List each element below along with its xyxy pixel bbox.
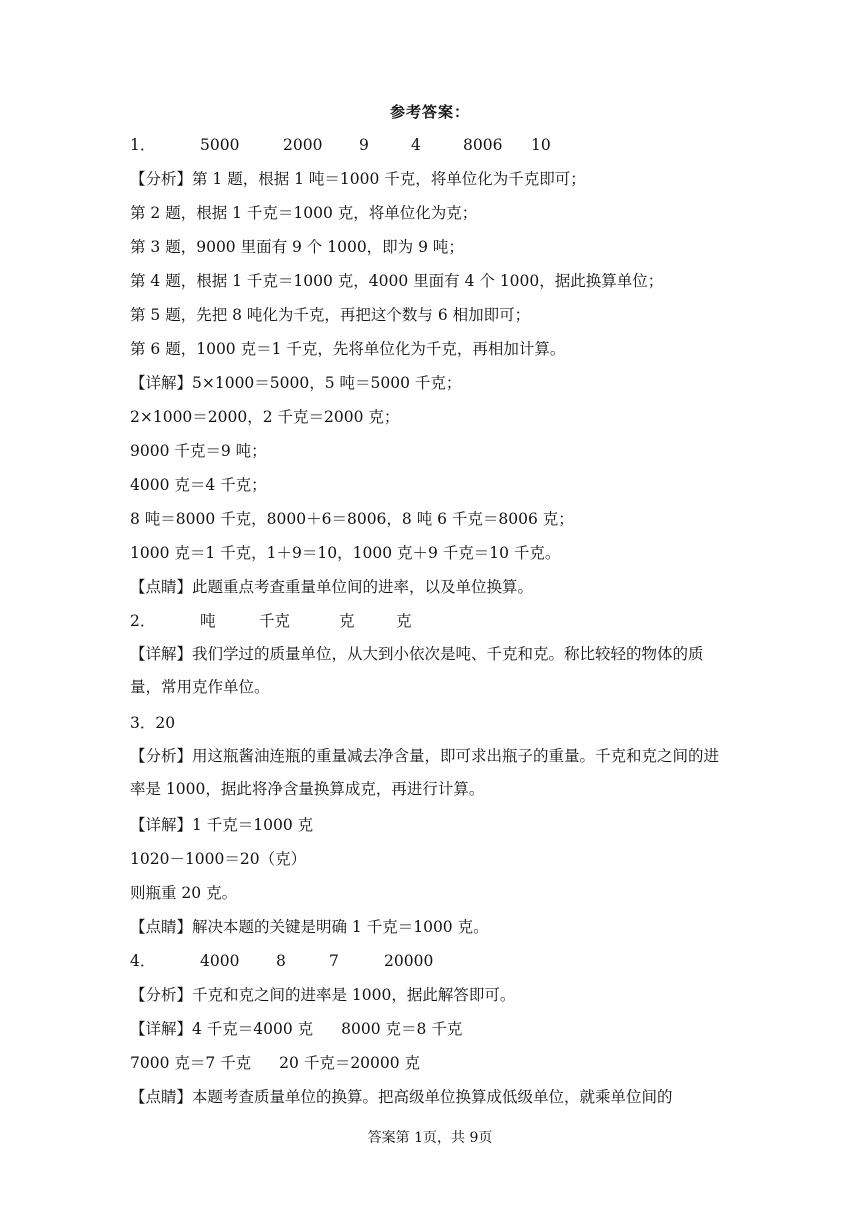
q4-detail-line-1 xyxy=(130,1019,462,1039)
q4-answer-3: 7 xyxy=(329,952,339,970)
q1-answer-4: 4 xyxy=(411,136,421,154)
q4-comment: 【点睛】本题考查质量单位的换算。把高级单位换算成低级单位，就乘单位间的 xyxy=(130,1088,673,1106)
q4-detail-line-2 xyxy=(130,1053,420,1073)
q1-answer-6: 10 xyxy=(531,136,551,154)
q4-answer-row xyxy=(130,951,433,971)
q1-analysis-5: 第 5 题，先把 8 吨化为千克，再把这个数与 6 相加即可； xyxy=(130,306,531,324)
q2-answer-3: 克 xyxy=(339,612,355,630)
q1-analysis-1: 【分析】第 1 题，根据 1 吨＝1000 千克，将单位化为千克即可； xyxy=(130,170,586,188)
q1-analysis-3: 第 3 题，9000 里面有 9 个 1000，即为 9 吨； xyxy=(130,238,464,256)
q1-answer-1: 5000 xyxy=(200,136,240,154)
q1-answer-2: 2000 xyxy=(283,136,323,154)
q1-detail-5: 8 吨＝8000 千克，8000＋6＝8006，8 吨 6 千克＝8006 克； xyxy=(130,510,574,528)
q3-detail-2: 1020－1000＝20（克） xyxy=(130,850,307,868)
q3-analysis: 【分析】用这瓶酱油连瓶的重量减去净含量，即可求出瓶子的重量。千克和克之间的进率是 1000，据此将净含量换算成克，再进行计算。 xyxy=(130,747,720,798)
q1-comment: 【点睛】此题重点考查重量单位间的进率，以及单位换算。 xyxy=(130,578,534,596)
q2-detail: 【详解】我们学过的质量单位，从大到小依次是吨、千克和克。称比较轻的物体的质量，常用克作单位。 xyxy=(130,645,704,696)
q4-answer-1: 4000 xyxy=(200,952,240,970)
q1-detail-1: 【详解】5×1000＝5000，5 吨＝5000 千克； xyxy=(130,374,462,392)
page-footer: 答案第 1页，共 9页 xyxy=(367,1130,493,1146)
q2-answer-2: 千克 xyxy=(259,612,291,630)
q1-answer-5: 8006 xyxy=(463,136,503,154)
q1-answer-row xyxy=(130,135,551,155)
q1-analysis-2: 第 2 题，根据 1 千克＝1000 克，将单位化为克； xyxy=(130,204,478,222)
q4-detail-c: 7000 克＝7 千克 xyxy=(130,1054,252,1072)
q3-comment: 【点睛】解决本题的关键是明确 1 千克＝1000 克。 xyxy=(130,918,489,936)
q3-detail-3: 则瓶重 20 克。 xyxy=(130,884,238,902)
q1-detail-4: 4000 克＝4 千克； xyxy=(130,476,267,494)
q4-detail-d: 20 千克＝20000 克 xyxy=(279,1054,421,1072)
q1-detail-2: 2×1000＝2000，2 千克＝2000 克； xyxy=(130,408,400,426)
q4-detail-b: 8000 克＝8 千克 xyxy=(341,1020,463,1038)
q2-answer-row xyxy=(130,611,412,631)
q2-answer-1: 吨 xyxy=(200,612,216,630)
page-title: 参考答案： xyxy=(389,103,470,121)
q3-answer: 3．20 xyxy=(130,714,176,732)
q4-number: 4． xyxy=(130,952,156,970)
q1-number: 1． xyxy=(130,136,156,154)
q1-answer-3: 9 xyxy=(359,136,369,154)
q4-answer-4: 20000 xyxy=(384,952,434,970)
q4-answer-2: 8 xyxy=(276,952,286,970)
q4-detail-a: 【详解】4 千克＝4000 克 xyxy=(130,1020,314,1038)
q1-analysis-4: 第 4 题，根据 1 千克＝1000 克，4000 里面有 4 个 1000，据此换算单位； xyxy=(130,272,664,290)
q2-answer-4: 克 xyxy=(396,612,412,630)
q3-detail-1: 【详解】1 千克＝1000 克 xyxy=(130,816,314,834)
q1-analysis-6: 第 6 题，1000 克＝1 千克，先将单位化为千克，再相加计算。 xyxy=(130,340,566,358)
q1-detail-6: 1000 克＝1 千克，1＋9＝10，1000 克＋9 千克＝10 千克。 xyxy=(130,544,561,562)
q1-detail-3: 9000 千克＝9 吨； xyxy=(130,442,267,460)
q2-number: 2． xyxy=(130,612,156,630)
q4-analysis: 【分析】千克和克之间的进率是 1000，据此解答即可。 xyxy=(130,986,516,1004)
